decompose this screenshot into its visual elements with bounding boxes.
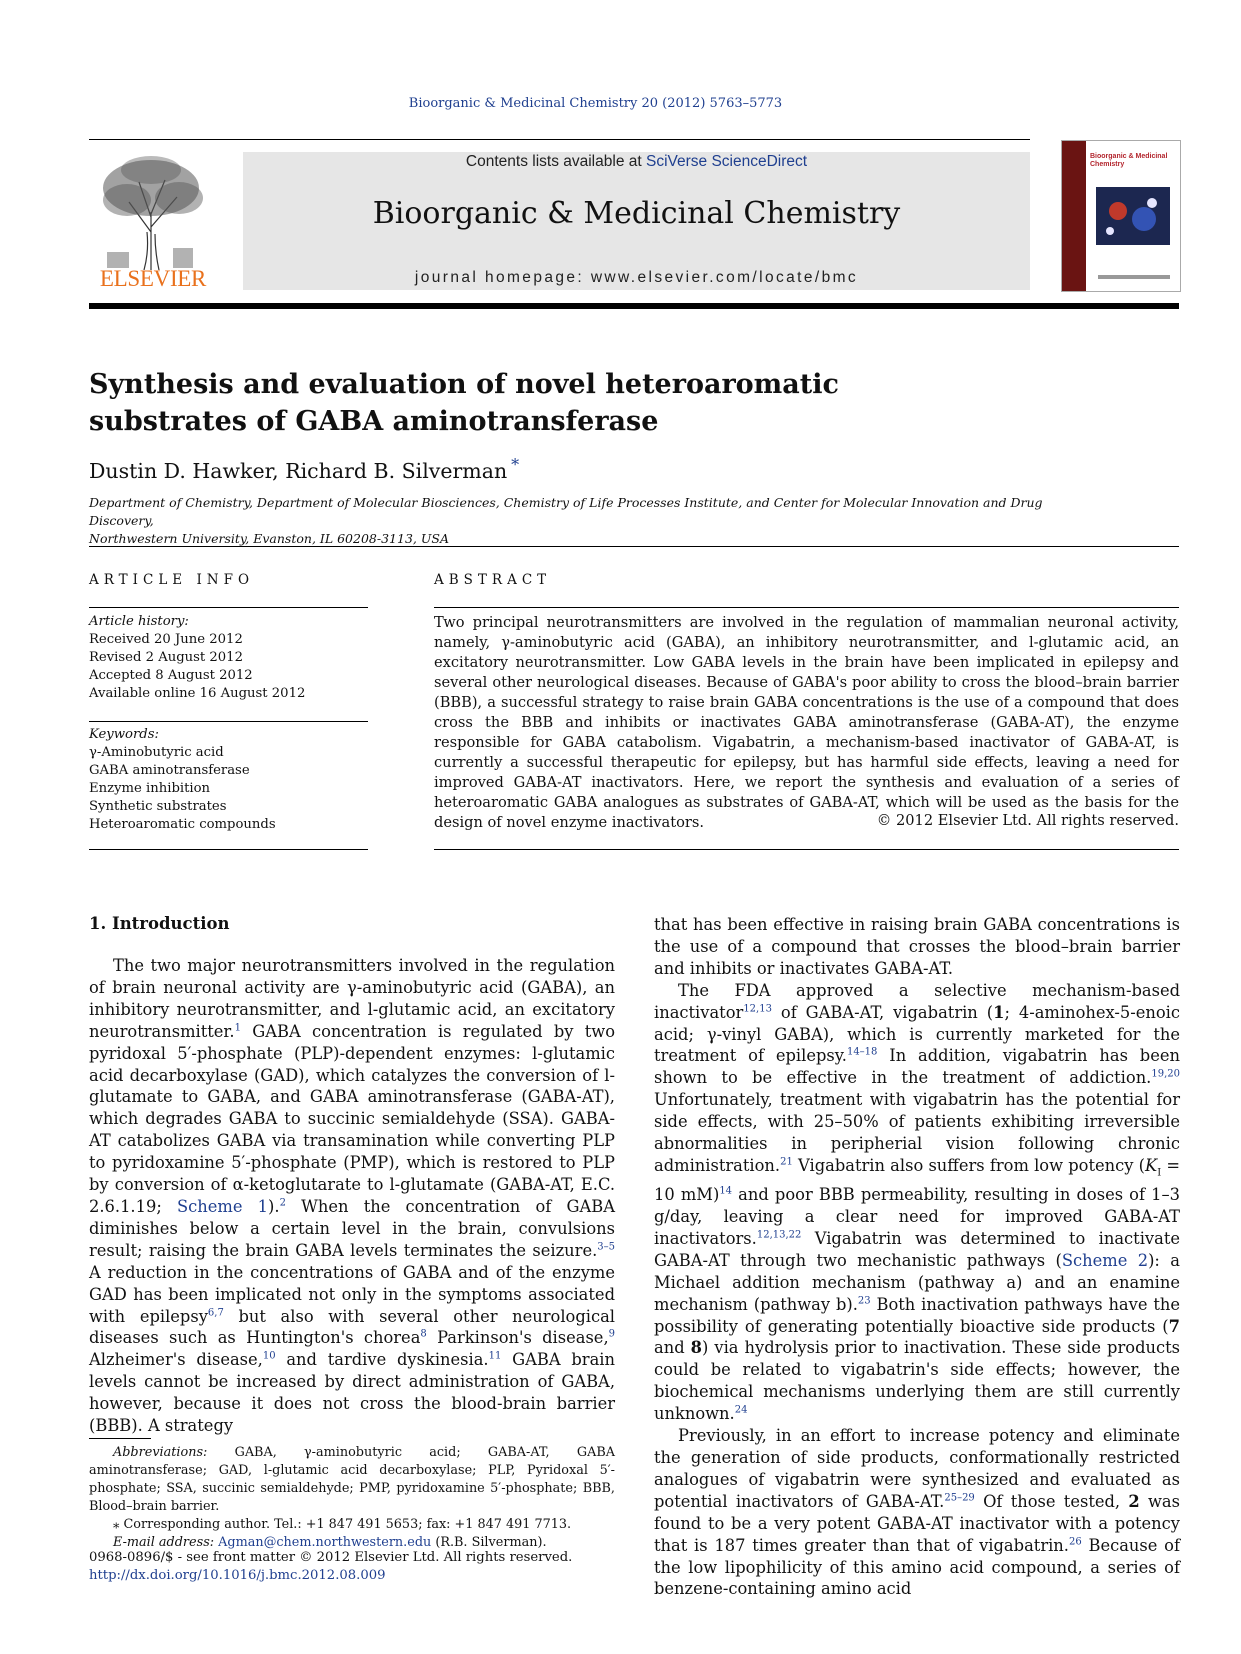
elsevier-wordmark: ELSEVIER: [99, 266, 207, 291]
issn-line: 0968-0896/$ - see front matter © 2012 Elsevier Ltd. All rights reserved.: [89, 1550, 573, 1565]
sciencedirect-link[interactable]: SciVerse ScienceDirect: [645, 153, 808, 170]
intro-paragraph: that has been effective in raising brain GABA concentrations is the use of a compound that crosses the blood–brain barrier and inhibits or inactivates GABA-AT.: [654, 915, 1180, 978]
journal-reference[interactable]: Bioorganic & Medicinal Chemistry 20 (2012) 5763–5773: [408, 96, 783, 111]
abstract-copyright: © 2012 Elsevier Ltd. All rights reserved.: [876, 812, 1179, 829]
article-info-heading: ARTICLE INFO: [89, 572, 255, 588]
journal-cover: [1061, 140, 1181, 292]
text-run: Parkinson's disease,: [426, 1328, 609, 1348]
text-run: ; 4-aminohex-5-enoic acid; γ-vinyl GABA), which is currently marketed for the treatment of epilepsy.: [654, 1002, 1180, 1066]
citation[interactable]: 21: [780, 1156, 793, 1168]
scheme-link[interactable]: Scheme 2: [1061, 1250, 1149, 1270]
contents-availability: [243, 153, 1030, 171]
citation[interactable]: 9: [608, 1328, 615, 1340]
text-run: Alzheimer's disease,: [89, 1350, 263, 1370]
email-suffix: (R.B. Silverman).: [431, 1535, 547, 1550]
text-run: and tardive dyskinesia.: [275, 1350, 489, 1370]
keyword: GABA aminotransferase: [89, 763, 250, 778]
history-label: Article history:: [89, 614, 189, 629]
citation[interactable]: 11: [488, 1350, 502, 1362]
text-run: A reduction in the concentrations of GABA and of the enzyme GAD has been implicated not only in the symptoms associated with epilepsy: [89, 1262, 615, 1326]
journal-banner: [243, 152, 1030, 290]
body-column-left: [89, 914, 615, 1437]
abstract-text: Two principal neurotransmitters are involved in the regulation of mammalian neuronal activity, namely, γ-aminobutyric acid (GABA), an inhibitory neurotransmitter, and l-glutamic acid, an excitatory neurotransmitter. Low GABA levels in the brain have been implicated in epilepsy and several other neurological diseases. Because of GABA's poor ability to cross the blood–brain barrier (BBB), a successful strategy to raise brain GABA concentrations is the use of a compound that does cross the BBB and inhibits or inactivates GABA aminotransferase (GABA-AT), the enzyme responsible for GABA catabolism. Vigabatrin, a mechanism-based inactivator of GABA-AT, is currently a successful therapeutic for epilepsy, but has harmful side effects, leaving a need for improved GABA-AT inactivators. Here, we report the synthesis and evaluation of a series of heteroaromatic GABA analogues as substrates of GABA-AT, which will be used as the basis for the design of novel enzyme inactivators.: [434, 614, 1179, 831]
cover-footer: [1098, 275, 1170, 279]
text-run: was found to be a very potent GABA-AT inactivator with a potency that is 187 times greater than that of vigabatrin.: [654, 1491, 1180, 1555]
author-line: [89, 455, 519, 483]
affiliation-rule: [89, 546, 1179, 547]
compound-number: 8: [690, 1338, 702, 1358]
article-info-rule: [89, 721, 368, 722]
text-run: Of those tested,: [974, 1491, 1129, 1511]
keywords: [89, 726, 368, 834]
history-revised: Revised 2 August 2012: [89, 650, 243, 665]
citation[interactable]: 26: [1068, 1536, 1082, 1548]
email-label: E-mail address:: [113, 1535, 219, 1550]
compound-number: 2: [1128, 1491, 1140, 1511]
intro-paragraph: [89, 955, 615, 1437]
text-run: Unfortunately, treatment with vigabatrin has the potential for side effects, with 25–50% of patients exhibiting irreversible abnormalities in peripherial vision following chronic administration.: [654, 1090, 1180, 1175]
affiliation-line-1: Department of Chemistry, Department of Molecular Biosciences, Chemistry of Life Processes Institute, and Center for Molecular Innovation and Drug Discovery,: [89, 495, 1043, 528]
abstract-heading: ABSTRACT: [434, 572, 552, 588]
affiliation: [89, 494, 1089, 548]
article-history: [89, 613, 368, 703]
cover-art-icon: [1096, 187, 1170, 245]
text-run: When the concentration of GABA diminishes below a certain level in the brain, convulsions result; raising the brain GABA levels terminates the seizure.: [89, 1196, 615, 1260]
citation[interactable]: 23: [857, 1295, 871, 1307]
affiliation-line-2: Northwestern University, Evanston, IL 60208-3113, USA: [89, 531, 449, 546]
corresponding-mark: ⁎: [113, 1517, 120, 1532]
keywords-label: Keywords:: [89, 727, 159, 742]
text-run: Because of the low lipophilicity of this amino acid compound, a series of benzene-containing amino acid: [654, 1535, 1180, 1599]
elsevier-tree-icon: [89, 152, 215, 270]
abbreviations-label: Abbreviations:: [113, 1445, 208, 1460]
elsevier-logo: [89, 152, 217, 292]
article-info-rule: [89, 849, 368, 850]
front-matter: [89, 1549, 572, 1585]
author-names: Dustin D. Hawker, Richard B. Silverman: [89, 458, 508, 483]
citation[interactable]: 1: [234, 1022, 241, 1034]
journal-homepage[interactable]: journal homepage: www.elsevier.com/locate/bmc: [414, 269, 859, 286]
email-link[interactable]: Agman@chem.northwestern.edu: [218, 1535, 432, 1550]
article-title: Synthesis and evaluation of novel heteroaromatic substrates of GABA aminotransferase: [89, 369, 839, 437]
abstract-rule: [434, 849, 1179, 850]
citation[interactable]: 8: [420, 1328, 427, 1340]
header-thick-rule: [89, 303, 1179, 309]
journal-title: Bioorganic & Medicinal Chemistry: [372, 196, 901, 231]
section-heading: 1. Introduction: [89, 914, 230, 933]
citation[interactable]: 12,13: [743, 1003, 772, 1015]
body-column-right: [654, 914, 1180, 1600]
footnote-rule: [89, 1438, 151, 1439]
citation[interactable]: 14–18: [846, 1047, 878, 1059]
text-run: Vigabatrin was determined to inactivate GABA-AT through two mechanistic pathways (: [654, 1228, 1180, 1270]
keyword: γ-Aminobutyric acid: [89, 745, 224, 760]
text-run: ).: [268, 1196, 280, 1216]
citation[interactable]: 24: [734, 1404, 748, 1416]
contents-prefix: Contents lists available at: [465, 153, 646, 170]
scheme-link[interactable]: Scheme 1: [177, 1196, 269, 1216]
footnotes: [89, 1444, 615, 1552]
corresponding-author-mark[interactable]: *: [511, 455, 520, 474]
text-run: of GABA-AT, vigabatrin (: [771, 1002, 994, 1022]
history-received: Received 20 June 2012: [89, 632, 243, 647]
text-run: Vigabatrin also suffers from low potency (: [792, 1155, 1146, 1175]
text-run: and poor BBB permeability, resulting in doses of 1–3 g/day, leaving a clear need for improved GABA-AT inactivators.: [654, 1185, 1180, 1248]
text-run: In addition, vigabatrin has been shown to be effective in the treatment of addiction.: [654, 1046, 1180, 1088]
abbreviations-footnote: [89, 1444, 615, 1516]
text-run: GABA concentration is regulated by two pyridoxal 5′-phosphate (PLP)-dependent enzymes: l-glutamic acid decarboxylase (GAD), which catalyzes the conversion of l-glutamate to GABA, and GABA aminotransferase (GABA-AT), which degrades GABA to succinic semialdehyde (SSA). GABA-AT catabolizes GABA via transamination while converting PLP to pyridoxamine 5′-phosphate (PMP), which is restored to PLP by conversion of α-ketoglutarate to l-glutamate (GABA-AT, E.C. 2.6.1.19;: [89, 1021, 615, 1216]
citation[interactable]: 10: [262, 1350, 276, 1362]
text-run: GABA brain levels cannot be increased by direct administration of GABA, however, because it does not cross the blood-brain barrier (BBB). A strategy: [89, 1350, 615, 1436]
text-run: Both inactivation pathways have the possibility of generating potentially bioactive side products (: [654, 1294, 1180, 1336]
text-run: but also with several other neurological diseases such as Huntington's chorea: [89, 1306, 615, 1348]
intro-paragraph: [654, 1425, 1180, 1600]
compound-number: 7: [1168, 1316, 1180, 1336]
cover-title: Bioorganic & Medicinal Chemistry: [1090, 153, 1168, 168]
ki-subscript: I: [1157, 1167, 1162, 1179]
text-run: Previously, in an effort to increase potency and eliminate the generation of side products, conformationally restricted analogues of vigabatrin were synthesized and evaluated as potential inactivators of GABA-AT.: [654, 1426, 1180, 1511]
text-run: The two major neurotransmitters involved in the regulation of brain neuronal activity are γ-aminobutyric acid (GABA), an inhibitory neurotransmitter, and l-glutamic acid, an excitatory neurotransmitter.: [89, 956, 615, 1041]
cover-stripe: [1062, 141, 1086, 291]
keyword: Heteroaromatic compounds: [89, 817, 276, 832]
header-rule: [89, 139, 1030, 140]
history-accepted: Accepted 8 August 2012: [89, 668, 253, 683]
cover-art: [1096, 187, 1170, 245]
text-run: The FDA approved a selective mechanism-based inactivator: [654, 980, 1180, 1022]
text-run: and: [654, 1338, 691, 1358]
text-run: ): a Michael addition mechanism (pathway a) and an enamine mechanism (pathway b).: [654, 1250, 1180, 1314]
intro-paragraph: [654, 980, 1180, 1425]
abstract-rule: [434, 607, 1179, 608]
keyword: Synthetic substrates: [89, 799, 227, 814]
citation[interactable]: 25–29: [944, 1492, 975, 1504]
text-run: = 10 mM): [654, 1155, 1180, 1205]
compound-number: 1: [993, 1002, 1005, 1022]
citation[interactable]: 14: [719, 1185, 733, 1197]
citation[interactable]: 6,7: [207, 1307, 224, 1319]
corresponding-text: Corresponding author. Tel.: +1 847 491 5653; fax: +1 847 491 7713.: [119, 1517, 572, 1532]
history-online: Available online 16 August 2012: [89, 686, 306, 701]
doi-link[interactable]: http://dx.doi.org/10.1016/j.bmc.2012.08.009: [89, 1568, 386, 1583]
citation[interactable]: 2: [279, 1197, 286, 1209]
article-info-rule: [89, 607, 368, 608]
citation[interactable]: 12,13,22: [756, 1229, 802, 1241]
abbreviations-text: GABA, γ-aminobutyric acid; GABA-AT, GABA aminotransferase; GAD, l-glutamic acid decarboxylase; PLP, Pyridoxal 5′-phosphate; SSA, succinic semialdehyde; PMP, pyridoxamine 5′-phosphate; BBB, Blood–brain barrier.: [89, 1445, 615, 1514]
ki-symbol: K: [1145, 1155, 1158, 1175]
keyword: Enzyme inhibition: [89, 781, 211, 796]
text-run: ) via hydrolysis prior to inactivation. These side products could be related to vigabatrin's side effects; however, the biochemical mechanisms underlying them are still currently unknown.: [654, 1338, 1180, 1424]
citation[interactable]: 19,20: [1151, 1068, 1180, 1080]
citation[interactable]: 3–5: [597, 1241, 615, 1253]
corresponding-footnote: [89, 1516, 615, 1534]
